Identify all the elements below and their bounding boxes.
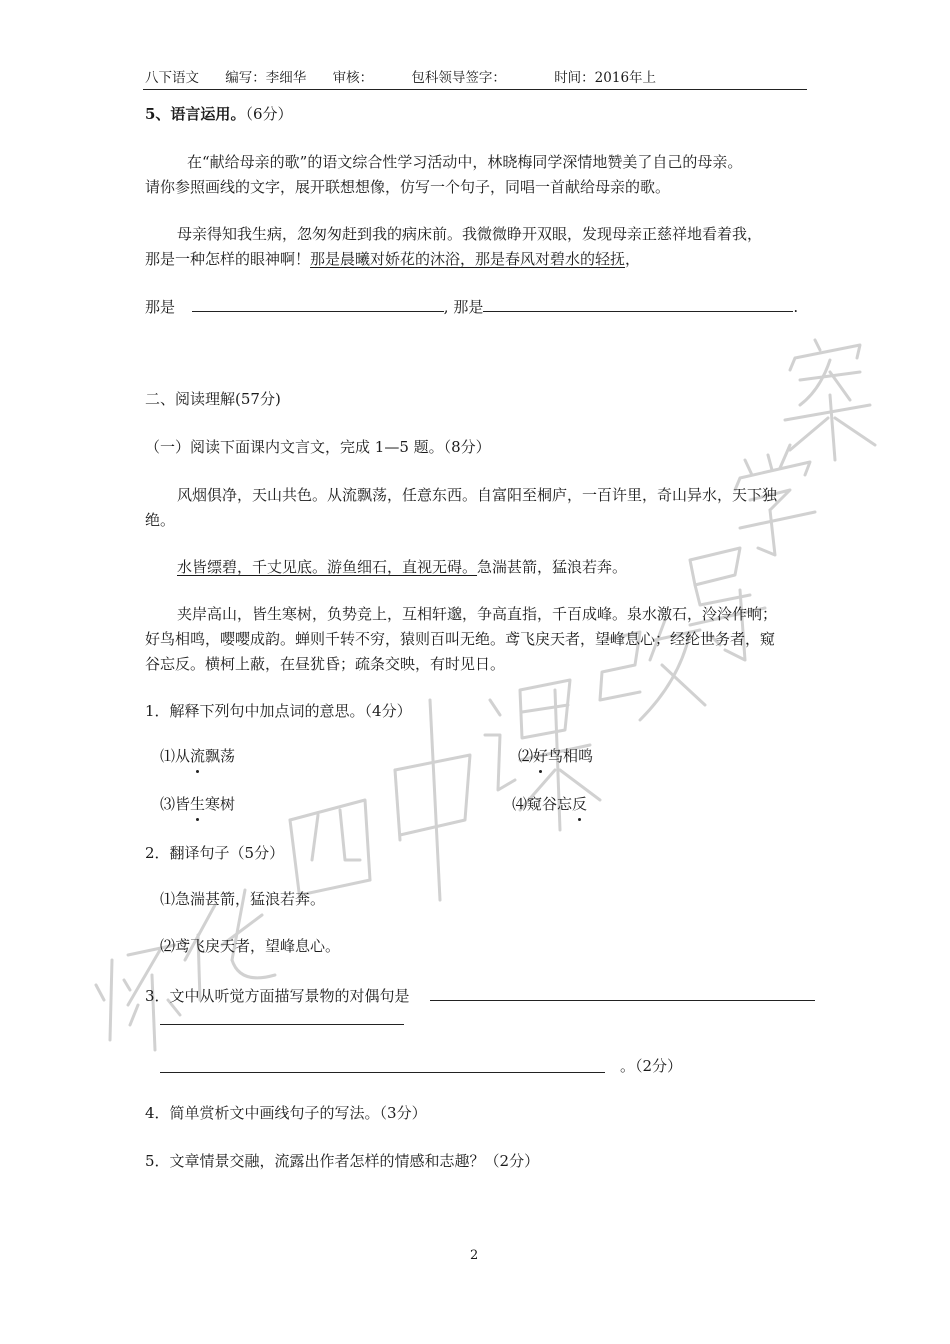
q5-example-line2 xyxy=(145,247,810,272)
header-time: 时间：2016年上 xyxy=(554,70,657,86)
question-5: 5．文章情景交融，流露出作者怎样的情感和志趣？（2分） xyxy=(145,1152,540,1170)
question-3: 3．文中从听觉方面描写景物的对偶句是 xyxy=(145,987,410,1005)
q2-item-1: ⑴急湍甚箭，猛浪若奔。 xyxy=(160,890,326,908)
q5-answer-line xyxy=(145,296,798,317)
passage-p3-line1: 夹岸高山，皆生寒树，负势竞上，互相轩邈，争高直指，千百成峰。泉水激石，泠泠作响； xyxy=(177,605,778,623)
q5-example-line1: 母亲得知我生病，忽匆匆赶到我的病床前。我微微睁开双眼，发现母亲正慈祥地看着我， xyxy=(177,225,763,243)
q5-answer-blank-2[interactable] xyxy=(483,297,793,312)
question-1: 1．解释下列句中加点词的意思。（4分） xyxy=(145,702,412,720)
q5-intro-line2: 请你参照画线的文字，展开联想想像，仿写一个句子，同唱一首献给母亲的歌。 xyxy=(145,178,671,196)
header-rule xyxy=(143,89,807,90)
question-2: 2．翻译句子（5分） xyxy=(145,844,285,862)
passage-paragraph-2 xyxy=(145,555,810,580)
q5-example-underlined: 那是晨曦对娇花的沐浴，那是春风对碧水的轻抚 xyxy=(310,250,626,268)
passage-p1-line2: 绝。 xyxy=(145,511,176,529)
q1-item-1: ⑴从流飘荡 xyxy=(160,747,236,765)
q3-answer-blank-2[interactable] xyxy=(160,1024,404,1025)
page-header xyxy=(145,66,678,86)
q5-answer-end: . xyxy=(793,298,799,316)
header-subject: 八下语文 xyxy=(145,70,199,86)
q5-title: 5、语言运用。 xyxy=(145,105,246,123)
q3-answer-blank-1[interactable] xyxy=(430,1000,815,1001)
passage-paragraph-1 xyxy=(145,483,810,533)
q5-score: （6分） xyxy=(245,105,293,123)
passage-p1-line1: 风烟俱净，天山共色。从流飘荡，任意东西。自富阳至桐庐，一百许里，奇山异水，天下独 xyxy=(177,486,778,504)
q5-intro-line1: 在“献给母亲的歌”的语文综合性学习活动中，林晓梅同学深情地赞美了自己的母亲。 xyxy=(187,153,743,171)
q3-score: 。（2分） xyxy=(620,1057,683,1075)
page-number: 2 xyxy=(470,1248,479,1263)
q2-item-2: ⑵鸢飞戾天者，望峰息心。 xyxy=(160,937,341,955)
q5-answer-blank-1[interactable] xyxy=(192,297,444,312)
header-leader-sign: 包科领导签字： xyxy=(411,70,506,86)
passage-paragraph-3 xyxy=(145,602,810,677)
q5-answer-prefix: 那是 xyxy=(145,298,176,316)
q5-example xyxy=(145,222,810,272)
q1-item-3: ⑶皆生寒树 xyxy=(160,795,236,813)
question-4: 4．简单赏析文中画线句子的写法。（3分） xyxy=(145,1104,427,1122)
q1-item-2: ⑵好鸟相鸣 xyxy=(518,747,594,765)
section2-title: 二、阅读理解(57分) xyxy=(145,390,281,408)
passage-p3-line2: 好鸟相鸣，嘤嘤成韵。蝉则千转不穷，猿则百叫无绝。鸢飞戾天者，望峰息心；经纶世务者，窥 xyxy=(145,630,776,648)
passage-p2-underlined: 水皆缥碧，千丈见底。游鱼细石，直视无碍。 xyxy=(177,558,478,576)
q3-answer-blank-3[interactable] xyxy=(160,1072,605,1073)
q5-heading xyxy=(145,103,293,124)
passage-p3-line3: 谷忘反。横柯上蔽，在昼犹昏；疏条交映，有时见日。 xyxy=(145,655,506,673)
passage-p2-rest: 急湍甚箭，猛浪若奔。 xyxy=(477,558,628,576)
q5-intro xyxy=(145,150,810,200)
header-author: 编写：李细华 xyxy=(225,70,307,86)
q5-example-comma: ， xyxy=(625,250,641,268)
part1-title: （一）阅读下面课内文言文，完成 1—5 题。（8分） xyxy=(145,438,491,456)
header-reviewer: 审核： xyxy=(332,70,374,86)
q5-example-plain: 那是一种怎样的眼神啊！ xyxy=(145,250,311,268)
q1-item-4: ⑷窥谷忘反 xyxy=(512,795,588,813)
q5-answer-mid: , 那是 xyxy=(443,298,484,316)
